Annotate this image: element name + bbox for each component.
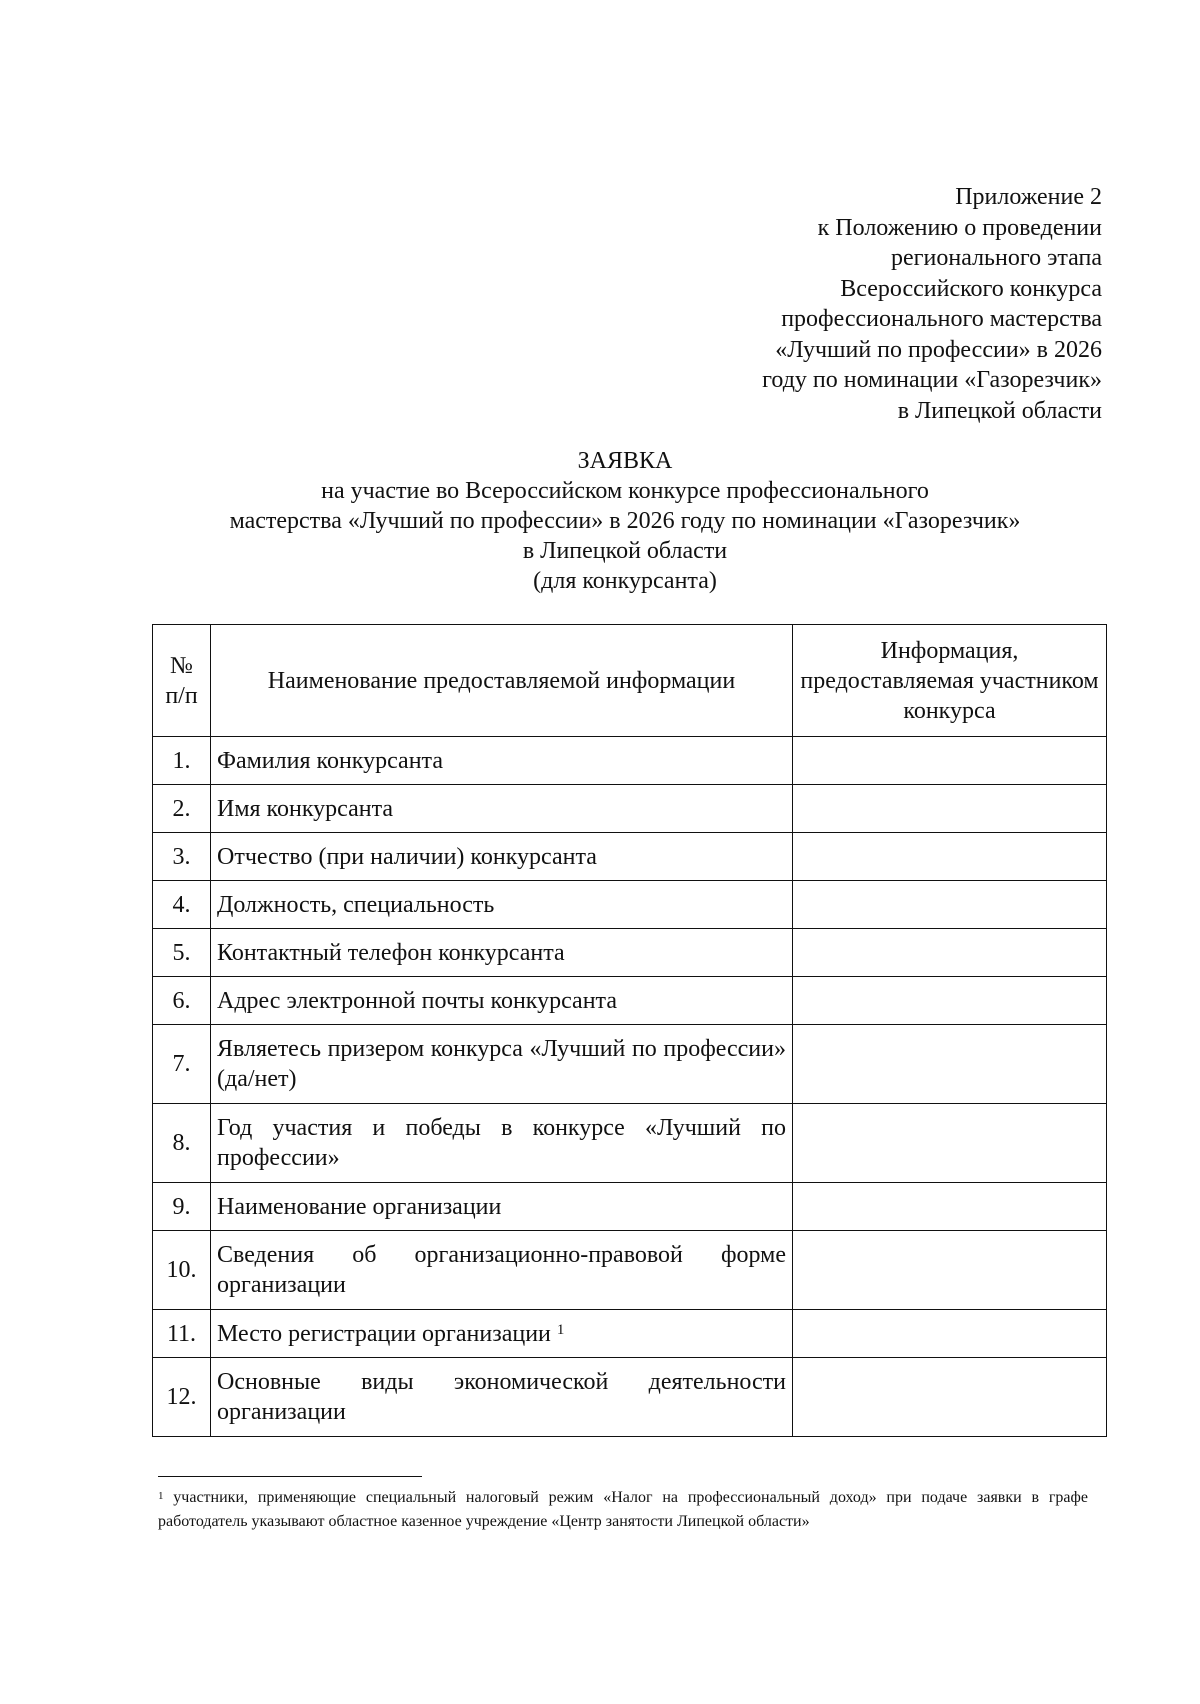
table-row [153,929,1107,977]
appendix-block [762,182,1102,426]
row-number: 4. [153,881,211,929]
row-label: Отчество (при наличии) конкурсанта [211,833,793,881]
document-title: ЗАЯВКА [577,448,673,474]
footnote [158,1486,1088,1534]
heading-line: (для конкурсанта) [533,568,717,594]
document-heading [0,446,1200,596]
row-value-cell[interactable] [793,1231,1107,1310]
table-row [153,1183,1107,1231]
row-label-cell [211,1310,793,1358]
appendix-line: регионального этапа [891,245,1102,271]
row-number: 5. [153,929,211,977]
appendix-line: профессионального мастерства [781,306,1102,332]
application-table [152,624,1107,1437]
row-number: 12. [153,1358,211,1437]
footnote-ref: 1 [556,1321,565,1338]
row-number: 2. [153,785,211,833]
row-number: 7. [153,1025,211,1104]
heading-line: мастерства «Лучший по профессии» в 2026 году по номинации «Газорезчик» [229,508,1021,534]
table-row [153,1358,1107,1437]
row-number: 1. [153,737,211,785]
table-row [153,1104,1107,1183]
row-label: Место регистрации организации [217,1320,551,1347]
table-row [153,737,1107,785]
appendix-line: к Положению о проведении [817,214,1102,241]
row-label: Являетесь призером конкурса «Лучший по профессии» (да/нет) [211,1025,793,1104]
table-row [153,881,1107,929]
appendix-line: «Лучший по профессии» в 2026 [775,336,1102,363]
table-row [153,1310,1107,1358]
table-row [153,1231,1107,1310]
row-label: Контактный телефон конкурсанта [211,929,793,977]
row-label: Должность, специальность [211,881,793,929]
row-value-cell[interactable] [793,785,1107,833]
appendix-line: Приложение 2 [955,184,1102,210]
row-label: Сведения об организационно-правовой форме организации [211,1231,793,1310]
header-name: Наименование предоставляемой информации [211,625,793,737]
row-label: Год участия и победы в конкурсе «Лучший по профессии» [211,1104,793,1183]
heading-line: на участие во Всероссийском конкурсе профессионального [321,478,929,504]
row-value-cell[interactable] [793,977,1107,1025]
table-row [153,977,1107,1025]
appendix-line: Всероссийского конкурса [840,275,1102,302]
row-value-cell[interactable] [793,929,1107,977]
row-value-cell[interactable] [793,1310,1107,1358]
row-number: 3. [153,833,211,881]
row-number: 11. [153,1310,211,1358]
row-label: Фамилия конкурсанта [211,737,793,785]
heading-line: в Липецкой области [522,538,728,564]
footnote-text: участники, применяющие специальный налоговый режим «Налог на профессиональный доход» при подаче заявки в графе работодатель указывают областное казенное учреждение «Центр занятости Липецкой области» [158,1489,1088,1530]
row-value-cell[interactable] [793,881,1107,929]
row-number: 8. [153,1104,211,1183]
row-label: Имя конкурсанта [211,785,793,833]
table-row [153,833,1107,881]
row-number: 10. [153,1231,211,1310]
appendix-line: в Липецкой области [897,397,1102,424]
row-value-cell[interactable] [793,1025,1107,1104]
table-header-row [153,625,1107,737]
table-row [153,785,1107,833]
row-number: 9. [153,1183,211,1231]
row-value-cell[interactable] [793,833,1107,881]
row-value-cell[interactable] [793,1104,1107,1183]
row-number: 6. [153,977,211,1025]
row-value-cell[interactable] [793,1358,1107,1437]
appendix-line: году по номинации «Газорезчик» [762,367,1102,393]
header-num: № п/п [153,625,211,737]
row-label: Наименование организации [211,1183,793,1231]
row-label: Основные виды экономической деятельности организации [211,1358,793,1437]
row-value-cell[interactable] [793,737,1107,785]
row-value-cell[interactable] [793,1183,1107,1231]
row-label: Адрес электронной почты конкурсанта [211,977,793,1025]
header-info: Информация, предоставляемая участником конкурса [793,625,1107,737]
table-row [153,1025,1107,1104]
footnote-divider [158,1476,422,1477]
footnote-marker: 1 [158,1490,164,1502]
